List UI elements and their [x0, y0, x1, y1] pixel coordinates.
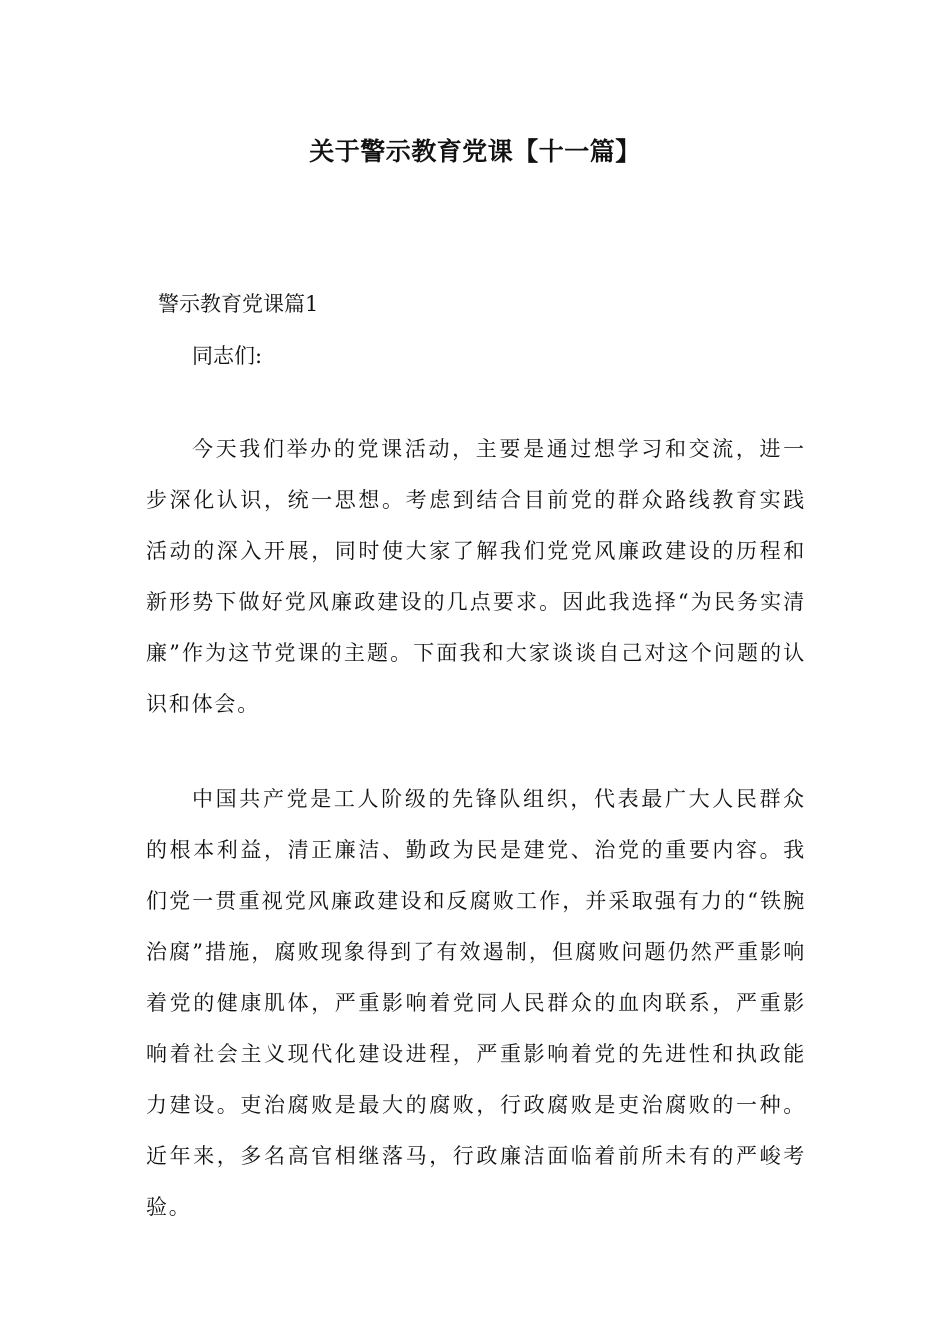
body-paragraph: 中国共产党是工人阶级的先锋队组织，代表最广大人民群众的根本利益，清正廉洁、勤政为民是建党、治党的重要内容。我们党一贯重视党风廉政建设和反腐败工作，并采取强有力的“铁腕治腐”措施，腐败现象得到了有效遏制，但腐败问题仍然严重影响着党的健康肌体，严重影响着党同人民群众的血肉联系，严重影响着社会主义现代化建设进程，严重影响着党的先进性和执政能力建设。吏治腐败是最大的腐败，行政腐败是吏治腐败的一种。近年来，多名高官相继落马，行政廉洁面临着前所未有的严峻考验。	[146, 787, 806, 1219]
body-paragraph: 今天我们举办的党课活动，主要是通过想学习和交流，进一步深化认识，统一思想。考虑到结合目前党的群众路线教育实践活动的深入开展，同时使大家了解我们党党风廉政建设的历程和新形势下做好党风廉政建设的几点要求。因此我选择“为民务实清廉”作为这节党课的主题。下面我和大家谈谈自己对这个问题的认识和体会。	[146, 437, 806, 716]
section-heading: 警示教育党课篇1	[158, 292, 319, 316]
greeting-line: 同志们:	[192, 344, 263, 368]
document-title: 关于警示教育党课【十一篇】	[309, 137, 641, 166]
